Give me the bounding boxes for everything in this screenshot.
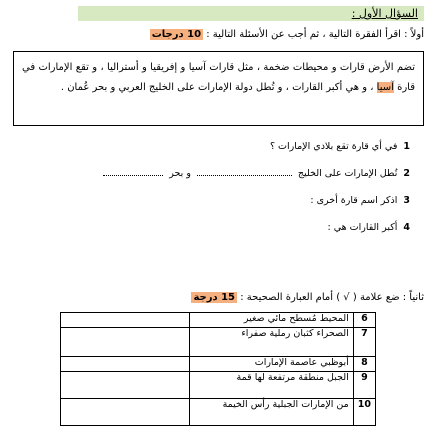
statement-number: 9	[353, 372, 375, 399]
statements-table	[60, 312, 376, 426]
part1-instruction	[150, 27, 424, 43]
section-title: السؤال الأول :	[78, 6, 424, 21]
table-row	[61, 372, 376, 399]
question-4	[328, 221, 411, 235]
answer-cell[interactable]	[61, 357, 190, 372]
question-text: اذكر اسم قارة أخرى :	[310, 195, 398, 206]
statement-number: 8	[353, 357, 375, 372]
table-row	[61, 313, 376, 328]
table-row	[61, 399, 376, 426]
statement-text: من الإمارات الجبلية رأس الخيمة	[189, 399, 353, 426]
question-text: أكبر القارات هي :	[327, 222, 398, 233]
statement-number: 10	[353, 399, 375, 426]
question-number: 1	[403, 141, 410, 152]
passage-text-2: ، و هي أكبر القارات ، و تُطل دولة الإمارات على الخليج العربي و بحر عُمان .	[60, 82, 374, 93]
question-number: 2	[403, 168, 410, 179]
statement-text: الصحراء كثبان رملية صفراء	[189, 328, 353, 357]
table-row	[61, 357, 376, 372]
answer-cell[interactable]	[61, 328, 190, 357]
part1-instruction-text: أولاً : اقرأ الفقرة التالية ، ثم أجب عن الأسئلة التالية :	[206, 29, 424, 40]
question-3	[310, 194, 410, 208]
statement-text: أبوظبي عاصمة الإمارات	[189, 357, 353, 372]
answer-blank[interactable]	[103, 167, 163, 176]
question-number: 4	[403, 222, 410, 233]
statement-text: المحيط مُسطح مائي صغير	[189, 313, 353, 328]
answer-cell[interactable]	[61, 399, 190, 426]
question-1	[270, 140, 410, 154]
part1-score-badge: 10 درجات	[151, 29, 202, 40]
answer-cell[interactable]	[61, 372, 190, 399]
reading-passage	[13, 51, 424, 126]
table-row	[61, 328, 376, 357]
question-number: 3	[403, 195, 410, 206]
question-text: في أي قارة تقع بلادي الإمارات ؟	[269, 141, 398, 152]
passage-highlight: آسيا	[376, 82, 394, 93]
question-text: تُطل الإمارات على الخليج	[297, 168, 398, 179]
statement-text: الجبل منطقة مرتفعة لها قمة	[189, 372, 353, 399]
question-2	[97, 167, 410, 181]
part2-instruction-text: ثانياً : ضع علامة ( √ ) أمام العبارة الصحيحة :	[240, 292, 424, 303]
part2-score-badge: 15 درجة	[193, 292, 236, 303]
answer-cell[interactable]	[61, 313, 190, 328]
answer-blank[interactable]	[197, 167, 292, 176]
question-middle-text: و بحر	[169, 168, 191, 179]
statement-number: 7	[353, 328, 375, 357]
passage-text-1: تضم الأرض قارات و محيطات ضخمة ، مثل قارات آسيا و إفريقيا و أستراليا ، و تقع الإمارات في قارة	[22, 62, 415, 93]
part2-instruction	[191, 290, 424, 306]
statement-number: 6	[353, 313, 375, 328]
